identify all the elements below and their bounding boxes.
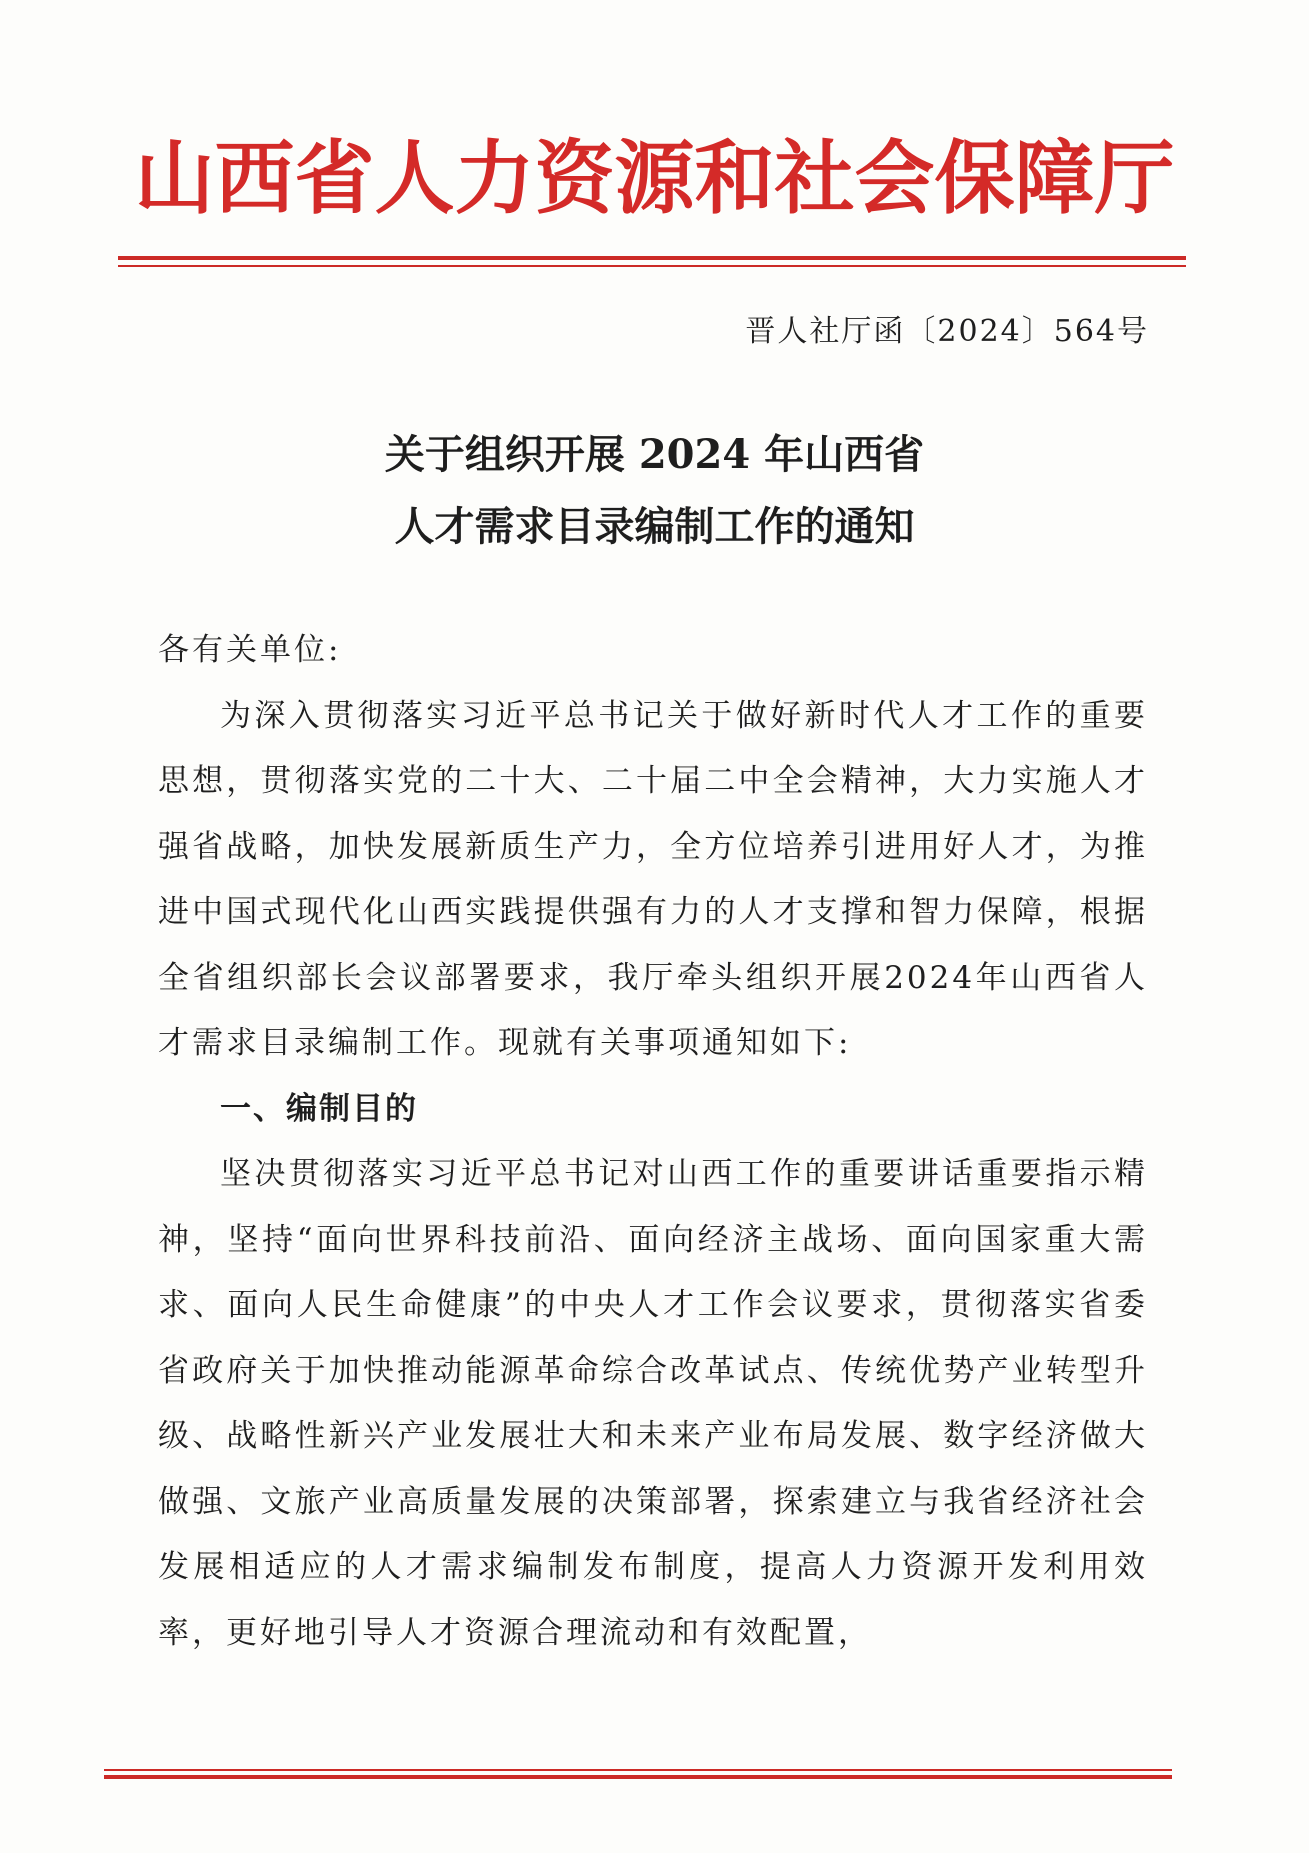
section-paragraph: 坚决贯彻落实习近平总书记对山西工作的重要讲话重要指示精神，坚持“面向世界科技前沿、面向经济主战场、面向国家重大需求、面向人民生命健康”的中央人才工作会议要求，贯彻落实省委省政府关于加快推动能源革命综合改革试点、传统优势产业转型升级、战略性新兴产业发展壮大和未来产业布局发展、数字经济做大做强、文旅产业高质量发展的决策部署，探索建立与我省经济社会发展相适应的人才需求编制发布制度，提高人力资源开发利用效率，更好地引导人才资源合理流动和有效配置， [158, 1156, 1148, 1651]
document-number: 晋人社厅函〔2024〕564号 [745, 314, 1149, 349]
footer-red-rule-thick [104, 1775, 1172, 1779]
document-title-line-1: 关于组织开展 2024 年山西省 [384, 431, 925, 478]
section-heading: 一、编制目的 [220, 1090, 418, 1127]
document-title-line-2: 人才需求目录编制工作的通知 [394, 503, 915, 550]
intro-paragraph: 为深入贯彻落实习近平总书记关于做好新时代人才工作的重要思想，贯彻落实党的二十大、二十届二中全会精神，大力实施人才强省战略，加快发展新质生产力，全方位培养引进用好人才，为推进中国式现代化山西实践提供强有力的人才支撑和智力保障，根据全省组织部长会议部署要求，我厅牵头组织开展2024年山西省人才需求目录编制工作。现就有关事项通知如下: [158, 697, 1148, 1061]
salutation: 各有关单位: [158, 632, 342, 668]
header-red-rule-thick [118, 256, 1186, 260]
header-red-rule-thin [118, 265, 1186, 267]
issuing-organization-header: 山西省人力资源和社会保障厅 [134, 131, 1175, 225]
footer-red-rule-thin [104, 1769, 1172, 1771]
document-body [158, 618, 1148, 1666]
